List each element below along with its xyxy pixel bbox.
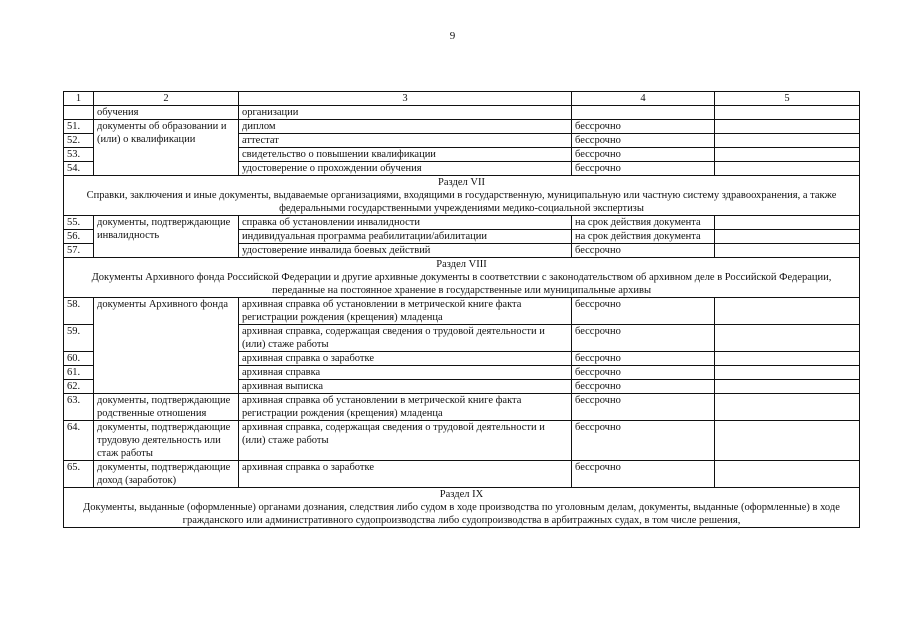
document-type: организации [239, 106, 572, 120]
document-type: архивная справка о заработке [239, 461, 572, 488]
row-number: 65. [64, 461, 94, 488]
document-type: удостоверение о прохождении обучения [239, 162, 572, 176]
document-type: архивная справка, содержащая сведения о трудовой деятельности и (или) стаже работы [239, 421, 572, 461]
row-number: 58. [64, 298, 94, 325]
document-type: архивная справка об установлении в метрической книге факта регистрации рождения (крещения) младенца [239, 394, 572, 421]
section-row [64, 258, 860, 298]
document-type: архивная справка [239, 366, 572, 380]
table-row [64, 216, 860, 230]
document-type: диплом [239, 120, 572, 134]
validity-period: бессрочно [572, 461, 715, 488]
document-type: архивная справка об установлении в метрической книге факта регистрации рождения (крещения) младенца [239, 298, 572, 325]
notes-cell [715, 244, 860, 258]
row-number: 53. [64, 148, 94, 162]
row-number: 63. [64, 394, 94, 421]
document-type: архивная справка, содержащая сведения о трудовой деятельности и (или) стаже работы [239, 325, 572, 352]
row-number: 52. [64, 134, 94, 148]
row-number: 59. [64, 325, 94, 352]
notes-cell [715, 120, 860, 134]
header-col-4: 4 [572, 92, 715, 106]
validity-period: бессрочно [572, 352, 715, 366]
row-number: 51. [64, 120, 94, 134]
notes-cell [715, 162, 860, 176]
document-type: архивная выписка [239, 380, 572, 394]
table-row [64, 394, 860, 421]
notes-cell [715, 380, 860, 394]
notes-cell [715, 134, 860, 148]
document-group: документы, подтверждающие родственные отношения [94, 394, 239, 421]
table-row [64, 298, 860, 325]
validity-period: бессрочно [572, 366, 715, 380]
notes-cell [715, 298, 860, 325]
validity-period: бессрочно [572, 298, 715, 325]
row-number: 56. [64, 230, 94, 244]
document-group: документы Архивного фонда [94, 298, 239, 394]
notes-cell [715, 461, 860, 488]
validity-period: на срок действия документа [572, 216, 715, 230]
document-type: справка об установлении инвалидности [239, 216, 572, 230]
validity-period: бессрочно [572, 134, 715, 148]
row-number: 57. [64, 244, 94, 258]
notes-cell [715, 106, 860, 120]
notes-cell [715, 394, 860, 421]
notes-cell [715, 230, 860, 244]
row-number [64, 106, 94, 120]
validity-period: бессрочно [572, 325, 715, 352]
notes-cell [715, 325, 860, 352]
row-number: 61. [64, 366, 94, 380]
table-row [64, 421, 860, 461]
section-9-title: Раздел IX [439, 489, 484, 500]
table-row [64, 461, 860, 488]
notes-cell [715, 352, 860, 366]
header-col-3: 3 [239, 92, 572, 106]
section-7-title: Раздел VII [438, 177, 485, 188]
row-number: 62. [64, 380, 94, 394]
document-group: документы, подтверждающие доход (заработок) [94, 461, 239, 488]
header-col-5: 5 [715, 92, 860, 106]
row-number: 64. [64, 421, 94, 461]
document-type: свидетельство о повышении квалификации [239, 148, 572, 162]
document-type: аттестат [239, 134, 572, 148]
section-8-description: Документы Архивного фонда Российской Федерации и другие архивные документы в соответствии с законодательством об архивном деле в Российской Федерации, переданные на постоянное хранение в государственные или муниципальные архивы [91, 272, 832, 296]
notes-cell [715, 421, 860, 461]
validity-period: бессрочно [572, 244, 715, 258]
validity-period: бессрочно [572, 421, 715, 461]
table-row [64, 120, 860, 134]
validity-period: на срок действия документа [572, 230, 715, 244]
document-type: удостоверение инвалида боевых действий [239, 244, 572, 258]
header-col-2: 2 [94, 92, 239, 106]
table-row [64, 106, 860, 120]
page-number: 9 [449, 30, 456, 42]
section-8-cell [64, 258, 860, 298]
row-number: 60. [64, 352, 94, 366]
validity-period: бессрочно [572, 148, 715, 162]
notes-cell [715, 148, 860, 162]
documents-table [63, 91, 860, 528]
section-8-title: Раздел VIII [436, 259, 487, 270]
document-type: архивная справка о заработке [239, 352, 572, 366]
row-number: 54. [64, 162, 94, 176]
section-7-cell [64, 176, 860, 216]
validity-period: бессрочно [572, 120, 715, 134]
document-type: индивидуальная программа реабилитации/абилитации [239, 230, 572, 244]
document-group: документы об образовании и (или) о квалификации [94, 120, 239, 176]
document-group: документы, подтверждающие инвалидность [94, 216, 239, 258]
section-9-cell [64, 488, 860, 528]
validity-period: бессрочно [572, 394, 715, 421]
document-group: документы, подтверждающие трудовую деятельность или стаж работы [94, 421, 239, 461]
notes-cell [715, 366, 860, 380]
table-header-row [64, 92, 860, 106]
section-row [64, 176, 860, 216]
notes-cell [715, 216, 860, 230]
document-group: обучения [94, 106, 239, 120]
header-col-1: 1 [64, 92, 94, 106]
validity-period [572, 106, 715, 120]
validity-period: бессрочно [572, 162, 715, 176]
section-row [64, 488, 860, 528]
row-number: 55. [64, 216, 94, 230]
section-7-description: Справки, заключения и иные документы, выдаваемые организациями, входящими в государственную, муниципальную или частную систему здравоохранения, а также федеральными государственными учреждениями медико-социальной экспертизы [86, 190, 837, 214]
section-9-description: Документы, выданные (оформленные) органами дознания, следствия либо судом в ходе производства по уголовным делам, документы, выданные (оформленные) в ходе гражданского или административного судопроизводства либо судопроизводства в арбитражных судах, в том числе решения, [83, 502, 840, 526]
validity-period: бессрочно [572, 380, 715, 394]
